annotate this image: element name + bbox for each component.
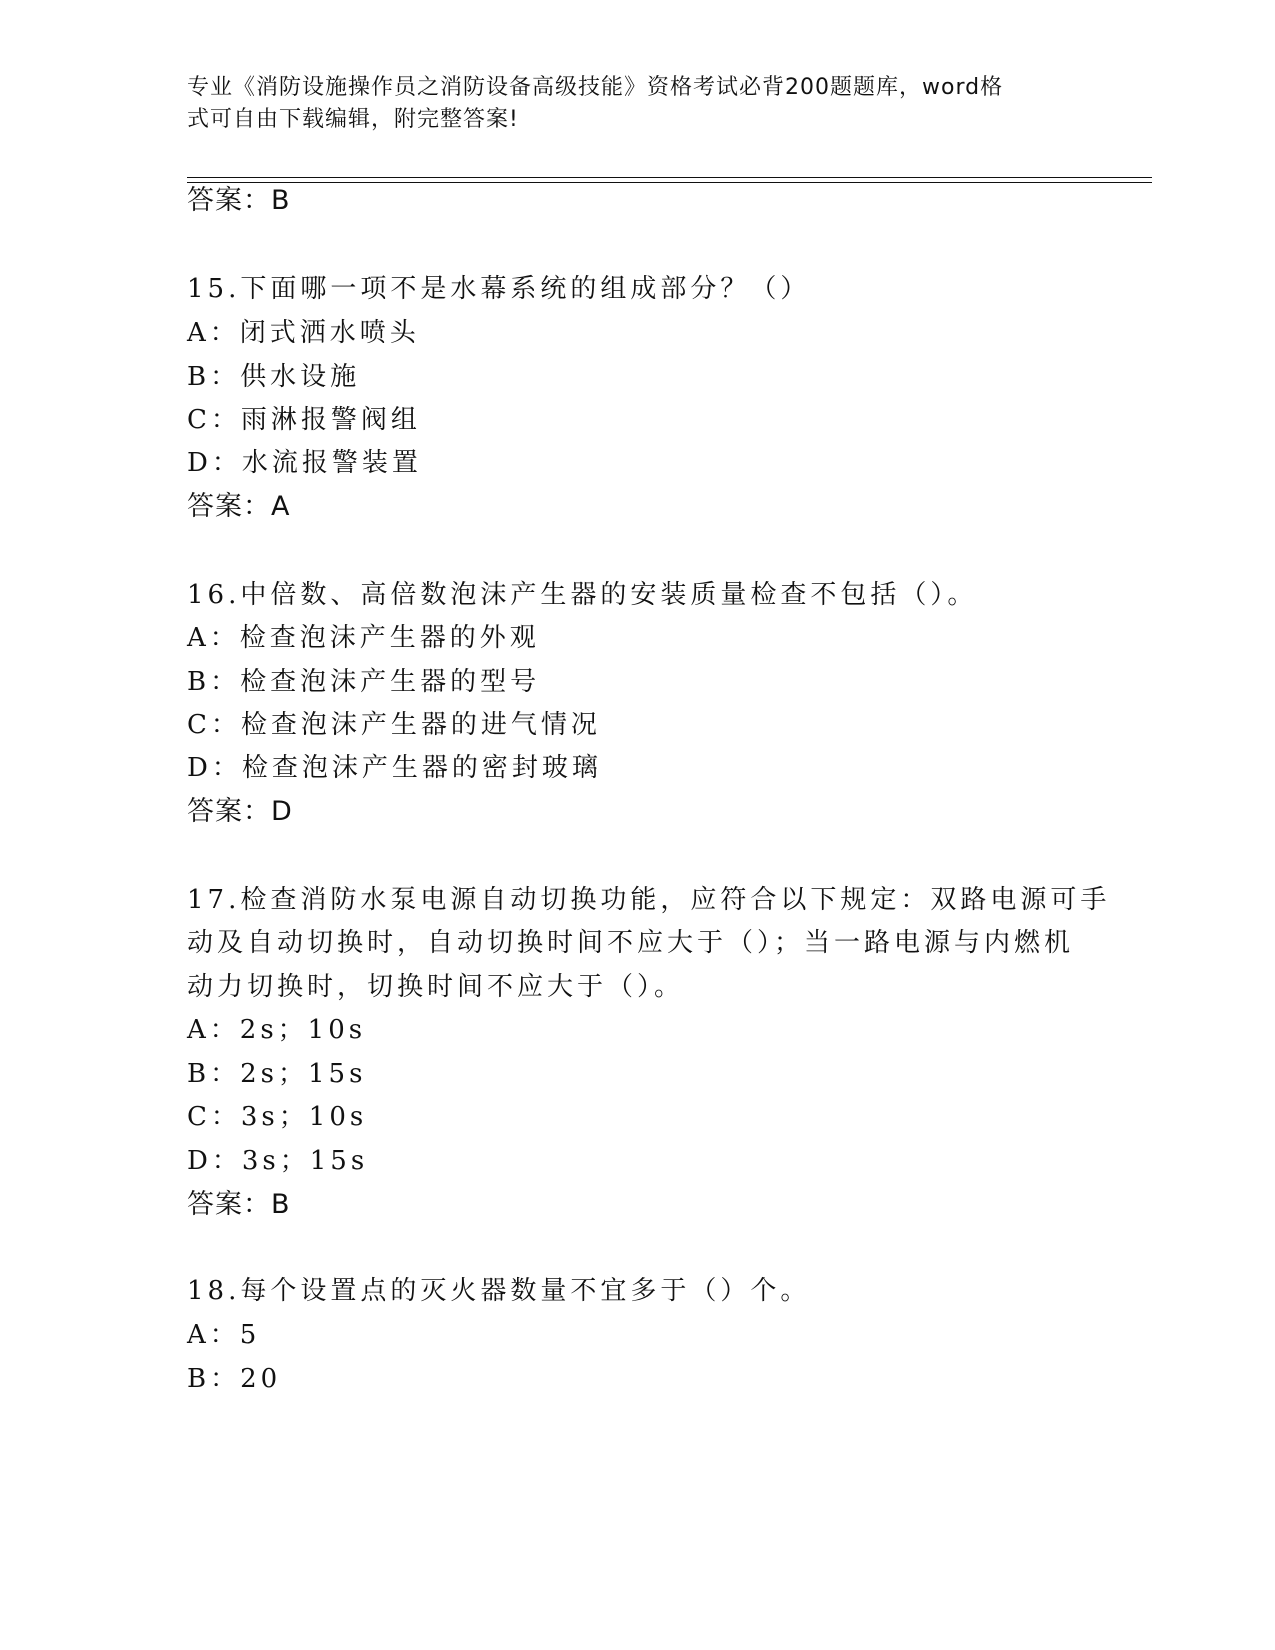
header-line-1: 专业《消防设施操作员之消防设备高级技能》资格考试必背200题题库，word格 [187, 75, 1004, 100]
question-15-option-a: A：闭式洒水喷头 [187, 318, 420, 348]
question-17-option-a: A：2s；10s [187, 1015, 367, 1045]
question-17-stem-line-1: 17.检查消防水泵电源自动切换功能，应符合以下规定：双路电源可手 [187, 885, 1111, 915]
question-16-option-b: B：检查泡沫产生器的型号 [187, 667, 541, 697]
header-line-2: 式可自由下载编辑，附完整答案! [187, 107, 519, 132]
question-18-option-a: A：5 [187, 1320, 261, 1350]
document-header [187, 72, 1087, 136]
answer-previous: 答案：B [187, 185, 291, 216]
question-15-stem: 15.下面哪一项不是水幕系统的组成部分？（） [187, 274, 811, 304]
question-15-option-c: C：雨淋报警阀组 [187, 405, 421, 435]
question-15-option-d: D：水流报警装置 [187, 448, 422, 478]
question-17-answer: 答案：B [187, 1189, 291, 1220]
question-17-stem-line-3: 动力切换时，切换时间不应大于（）。 [187, 972, 685, 1002]
question-18-stem: 18.每个设置点的灭火器数量不宜多于（）个。 [187, 1276, 811, 1306]
question-17-option-b: B：2s；15s [187, 1059, 367, 1089]
question-16-answer: 答案：D [187, 796, 293, 827]
question-17-option-d: D：3s；15s [187, 1146, 369, 1176]
question-17-option-c: C：3s；10s [187, 1102, 368, 1132]
question-16-option-c: C：检查泡沫产生器的进气情况 [187, 710, 601, 740]
header-divider-bottom [187, 182, 1152, 183]
question-17-stem-line-2: 动及自动切换时，自动切换时间不应大于（）；当一路电源与内燃机 [187, 928, 1075, 958]
question-15-option-b: B：供水设施 [187, 362, 361, 392]
question-15-answer: 答案：A [187, 491, 291, 522]
question-16-stem: 16.中倍数、高倍数泡沫产生器的安装质量检查不包括（）。 [187, 580, 978, 610]
question-16-option-d: D：检查泡沫产生器的密封玻璃 [187, 753, 602, 783]
header-divider-top [187, 177, 1152, 178]
question-16-option-a: A：检查泡沫产生器的外观 [187, 623, 540, 653]
question-18-option-b: B：20 [187, 1364, 282, 1394]
